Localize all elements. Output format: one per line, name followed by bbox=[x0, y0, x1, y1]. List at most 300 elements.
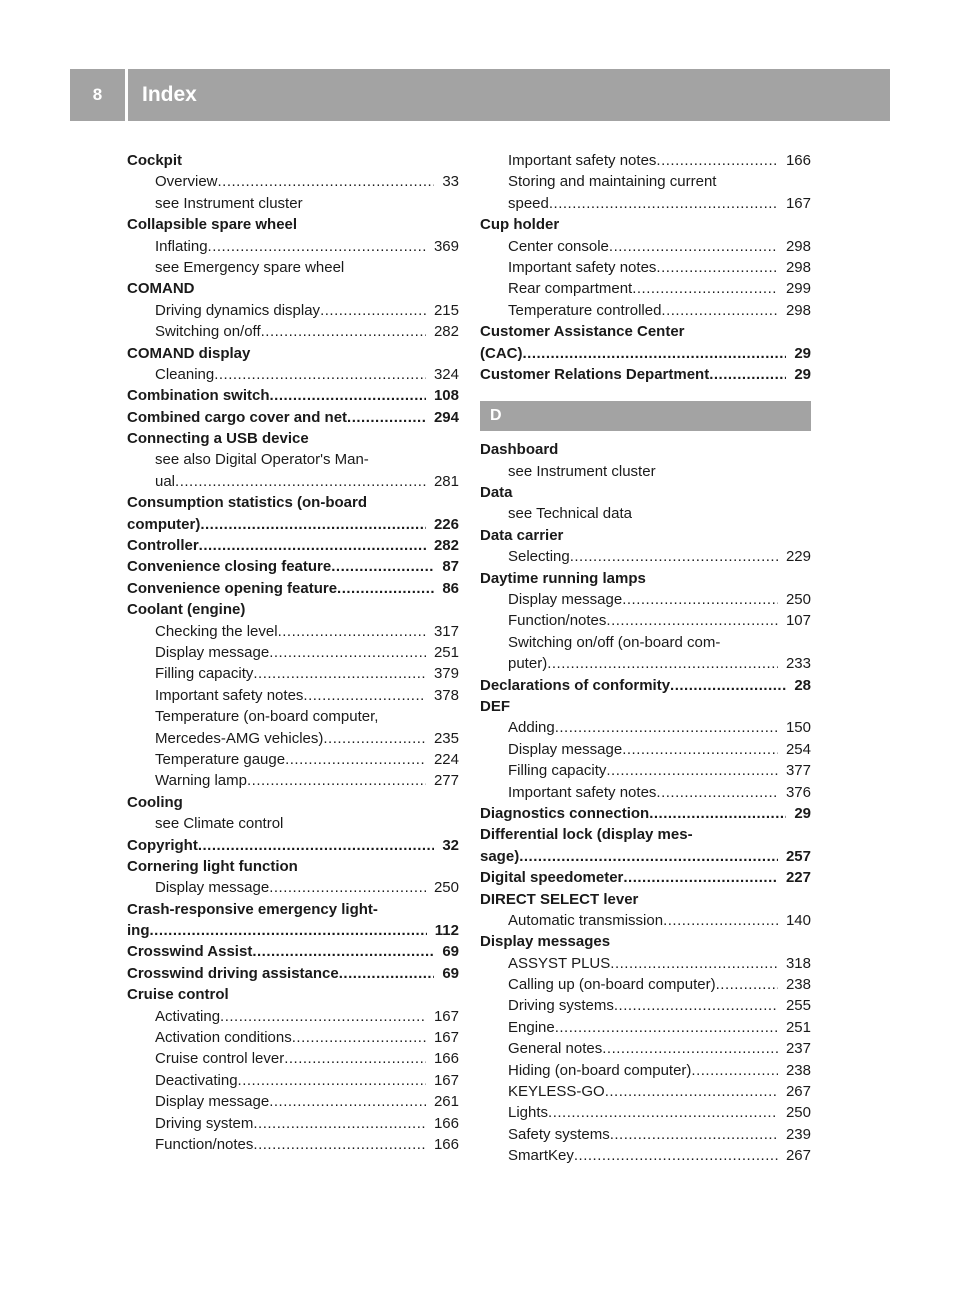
dot-leader bbox=[606, 760, 778, 781]
index-entry bbox=[127, 941, 459, 962]
dot-leader bbox=[150, 920, 427, 941]
index-subentry bbox=[127, 1134, 459, 1155]
dot-leader bbox=[238, 1070, 426, 1091]
index-subentry bbox=[127, 364, 459, 385]
index-entry bbox=[480, 214, 811, 235]
dot-leader bbox=[656, 257, 778, 278]
dot-leader bbox=[253, 663, 426, 684]
entry-text: Cockpit bbox=[127, 152, 183, 169]
dot-leader bbox=[247, 770, 426, 791]
entry-text: Consumption statistics (on-board bbox=[127, 494, 367, 512]
dot-leader bbox=[218, 171, 435, 192]
index-entry bbox=[127, 835, 459, 856]
page-ref: 238 bbox=[785, 976, 811, 994]
entry-text: Display messages bbox=[480, 933, 611, 951]
page-ref: 298 bbox=[785, 301, 811, 319]
page-ref: 294 bbox=[433, 408, 459, 426]
entry-text: (CAC) bbox=[480, 344, 523, 362]
page-ref: 166 bbox=[433, 1050, 459, 1068]
entry-text: Convenience opening feature bbox=[127, 579, 338, 597]
entry-text: Driving system bbox=[155, 1114, 254, 1132]
entry-text: Differential lock (display mes- bbox=[480, 826, 693, 844]
entry-text: Connecting a USB device bbox=[127, 430, 309, 448]
page-ref: 167 bbox=[433, 1029, 459, 1047]
index-entry bbox=[480, 321, 811, 342]
dot-leader bbox=[606, 610, 778, 631]
dot-leader bbox=[670, 675, 786, 696]
index-subentry bbox=[127, 471, 459, 492]
index-subentry bbox=[480, 717, 811, 738]
index-entry bbox=[127, 150, 459, 171]
entry-text: Driving dynamics display bbox=[155, 301, 321, 319]
dot-leader bbox=[175, 471, 426, 492]
index-subentry bbox=[127, 1113, 459, 1134]
page-ref: 226 bbox=[433, 515, 459, 533]
dot-leader bbox=[661, 300, 778, 321]
index-entry bbox=[127, 984, 459, 1005]
dot-leader bbox=[331, 556, 434, 577]
entry-text: see Instrument cluster bbox=[155, 194, 303, 212]
index-subentry bbox=[480, 1038, 811, 1059]
dot-leader bbox=[716, 974, 778, 995]
entry-text: Customer Relations Department bbox=[480, 365, 710, 383]
index-entry bbox=[480, 568, 811, 589]
dot-leader bbox=[284, 1048, 426, 1069]
index-subentry bbox=[480, 760, 811, 781]
entry-text: Diagnostics connection bbox=[480, 804, 650, 822]
index-entry bbox=[127, 599, 459, 620]
dot-leader bbox=[574, 1145, 778, 1166]
dot-leader bbox=[549, 193, 778, 214]
dot-leader bbox=[623, 867, 778, 888]
dot-leader bbox=[269, 1091, 426, 1112]
index-subentry bbox=[480, 546, 811, 567]
index-subentry bbox=[480, 171, 811, 192]
dot-leader bbox=[261, 321, 426, 342]
index-entry bbox=[127, 899, 459, 920]
entry-text: ual bbox=[155, 472, 176, 490]
entry-text: Crosswind driving assistance bbox=[127, 964, 339, 982]
entry-text: Function/notes bbox=[155, 1135, 254, 1153]
page-ref: 150 bbox=[785, 719, 811, 737]
entry-text: COMAND bbox=[127, 280, 195, 298]
entry-text: KEYLESS-GO bbox=[508, 1083, 605, 1101]
entry-text: Cup holder bbox=[480, 216, 560, 234]
page-ref: 166 bbox=[433, 1114, 459, 1132]
index-subentry bbox=[480, 974, 811, 995]
index-entry bbox=[127, 407, 459, 428]
index-subentry bbox=[480, 995, 811, 1016]
page-ref: 235 bbox=[433, 729, 459, 747]
entry-text: Engine bbox=[508, 1018, 555, 1036]
index-entry bbox=[480, 439, 811, 460]
page-ref: 377 bbox=[785, 762, 811, 780]
index-subentry bbox=[127, 300, 459, 321]
index-subentry bbox=[127, 1006, 459, 1027]
dot-leader bbox=[622, 589, 778, 610]
page-ref: 282 bbox=[433, 323, 459, 341]
index-subentry bbox=[127, 321, 459, 342]
entry-text: Warning lamp bbox=[155, 772, 247, 790]
dot-leader bbox=[547, 653, 778, 674]
page-ref: 379 bbox=[433, 665, 459, 683]
page-ref: 324 bbox=[433, 365, 459, 383]
page-ref: 261 bbox=[433, 1093, 459, 1111]
index-subentry bbox=[127, 1091, 459, 1112]
index-entry bbox=[127, 343, 459, 364]
page-ref: 87 bbox=[442, 558, 459, 576]
dot-leader bbox=[632, 278, 778, 299]
page-ref: 167 bbox=[433, 1071, 459, 1089]
entry-text: Display message bbox=[155, 879, 270, 897]
dot-leader bbox=[649, 803, 786, 824]
entry-text: Mercedes-AMG vehicles) bbox=[155, 729, 324, 747]
page-ref: 224 bbox=[433, 750, 459, 768]
entry-text: Data carrier bbox=[480, 526, 564, 544]
page-ref: 255 bbox=[785, 997, 811, 1015]
entry-text: Digital speedometer bbox=[480, 869, 624, 887]
index-entry bbox=[480, 803, 811, 824]
page-ref: 376 bbox=[785, 783, 811, 801]
entry-text: General notes bbox=[508, 1040, 603, 1058]
entry-text: Temperature controlled bbox=[508, 301, 662, 319]
page-ref: 251 bbox=[433, 643, 459, 661]
entry-text: Cleaning bbox=[155, 365, 215, 383]
index-entry bbox=[127, 428, 459, 449]
entry-text: puter) bbox=[508, 655, 548, 673]
index-subentry bbox=[480, 1124, 811, 1145]
dot-leader bbox=[622, 739, 778, 760]
dot-leader bbox=[198, 835, 434, 856]
index-subentry bbox=[127, 1070, 459, 1091]
entry-text: Cruise control lever bbox=[155, 1050, 285, 1068]
entry-text: Function/notes bbox=[508, 612, 607, 630]
dot-leader bbox=[656, 150, 778, 171]
entry-text: Calling up (on-board computer) bbox=[508, 976, 716, 994]
dot-leader bbox=[339, 963, 435, 984]
page-ref: 298 bbox=[785, 237, 811, 255]
index-column-right bbox=[480, 150, 811, 1167]
dot-leader bbox=[609, 236, 778, 257]
entry-text: Controller bbox=[127, 537, 199, 555]
entry-text: Important safety notes bbox=[155, 686, 304, 704]
index-entry bbox=[127, 514, 459, 535]
page-ref: 318 bbox=[785, 954, 811, 972]
index-entry bbox=[127, 214, 459, 235]
entry-text: Activation conditions bbox=[155, 1029, 292, 1047]
index-subentry bbox=[480, 632, 811, 653]
entry-text: Driving systems bbox=[508, 997, 614, 1015]
index-subentry bbox=[127, 236, 459, 257]
entry-text: Data bbox=[480, 484, 513, 502]
dot-leader bbox=[523, 343, 787, 364]
page-ref: 33 bbox=[442, 173, 459, 191]
index-subentry bbox=[480, 782, 811, 803]
page-ref: 317 bbox=[433, 622, 459, 640]
dot-leader bbox=[337, 578, 434, 599]
index-entry bbox=[127, 963, 459, 984]
index-entry bbox=[127, 920, 459, 941]
dot-leader bbox=[199, 535, 426, 556]
entry-text: Lights bbox=[508, 1104, 549, 1122]
entry-text: Deactivating bbox=[155, 1071, 238, 1089]
index-subentry bbox=[480, 1102, 811, 1123]
index-entry bbox=[127, 578, 459, 599]
page-ref: 267 bbox=[785, 1083, 811, 1101]
entry-text: Copyright bbox=[127, 836, 198, 854]
dot-leader bbox=[220, 1006, 426, 1027]
entry-text: Display message bbox=[155, 1093, 270, 1111]
entry-text: Convenience closing feature bbox=[127, 558, 332, 576]
index-entry bbox=[480, 846, 811, 867]
entry-text: Hiding (on-board computer) bbox=[508, 1061, 692, 1079]
page-ref: 254 bbox=[785, 740, 811, 758]
entry-text: Rear compartment bbox=[508, 280, 633, 298]
dot-leader bbox=[519, 846, 778, 867]
page-header bbox=[70, 69, 890, 121]
dot-leader bbox=[269, 642, 426, 663]
dot-leader bbox=[252, 941, 434, 962]
page-ref: 250 bbox=[785, 1104, 811, 1122]
entry-text: Crash-responsive emergency light- bbox=[127, 900, 378, 918]
index-entry bbox=[480, 525, 811, 546]
page-ref: 108 bbox=[433, 387, 459, 405]
entry-text: Automatic transmission bbox=[508, 911, 664, 929]
entry-text: Coolant (engine) bbox=[127, 601, 246, 619]
entry-text: Inflating bbox=[155, 237, 208, 255]
entry-text: Temperature (on-board computer, bbox=[155, 708, 379, 726]
entry-text: Combined cargo cover and net bbox=[127, 408, 348, 426]
index-subentry bbox=[480, 193, 811, 214]
index-entry bbox=[480, 482, 811, 503]
entry-text: see Technical data bbox=[508, 505, 632, 523]
dot-leader bbox=[555, 1017, 778, 1038]
page-ref: 227 bbox=[785, 869, 811, 887]
section-letter-d: D bbox=[480, 401, 811, 431]
index-entry bbox=[480, 824, 811, 845]
page-ref: 28 bbox=[794, 676, 811, 694]
index-subentry bbox=[127, 171, 459, 192]
dot-leader bbox=[656, 782, 778, 803]
entry-text: Checking the level bbox=[155, 622, 278, 640]
index-subentry bbox=[127, 749, 459, 770]
index-subentry bbox=[127, 685, 459, 706]
page-ref: 298 bbox=[785, 258, 811, 276]
page-ref: 378 bbox=[433, 686, 459, 704]
dot-leader bbox=[285, 749, 426, 770]
entry-text: Cooling bbox=[127, 793, 183, 811]
index-subentry bbox=[127, 813, 459, 834]
page-ref: 140 bbox=[785, 911, 811, 929]
page-ref: 69 bbox=[442, 964, 459, 982]
index-group-d bbox=[480, 439, 811, 1166]
page-ref: 29 bbox=[794, 365, 811, 383]
entry-text: sage) bbox=[480, 847, 520, 865]
index-entry bbox=[480, 931, 811, 952]
index-subentry bbox=[127, 257, 459, 278]
page-ref: 112 bbox=[434, 922, 459, 940]
page-ref: 281 bbox=[433, 472, 459, 490]
page-ref: 282 bbox=[433, 537, 459, 555]
entry-text: Overview bbox=[155, 173, 218, 191]
index-subentry bbox=[480, 739, 811, 760]
entry-text: DIRECT SELECT lever bbox=[480, 890, 639, 908]
entry-text: Adding bbox=[508, 719, 555, 737]
dot-leader bbox=[278, 621, 426, 642]
index-subentry bbox=[480, 610, 811, 631]
dot-leader bbox=[270, 385, 426, 406]
entry-text: DEF bbox=[480, 697, 510, 715]
dot-leader bbox=[214, 364, 426, 385]
entry-text: Crosswind Assist bbox=[127, 943, 253, 961]
page-number: 8 bbox=[92, 85, 103, 104]
entry-text: see Instrument cluster bbox=[508, 462, 656, 480]
entry-text: Activating bbox=[155, 1007, 221, 1025]
index-entry bbox=[480, 867, 811, 888]
page-ref: 238 bbox=[785, 1061, 811, 1079]
page-ref: 167 bbox=[785, 194, 811, 212]
entry-text: Daytime running lamps bbox=[480, 569, 646, 587]
page-ref: 215 bbox=[433, 301, 459, 319]
index-entry bbox=[127, 278, 459, 299]
page-ref: 299 bbox=[785, 280, 811, 298]
dot-leader bbox=[303, 685, 426, 706]
page-ref: 107 bbox=[785, 612, 811, 630]
index-subentry bbox=[480, 257, 811, 278]
index-subentry bbox=[480, 653, 811, 674]
index-entry bbox=[480, 889, 811, 910]
entry-text: Display message bbox=[508, 591, 623, 609]
entry-text: Selecting bbox=[508, 548, 570, 566]
page-ref: 229 bbox=[785, 548, 811, 566]
index-subentry bbox=[127, 642, 459, 663]
entry-text: Dashboard bbox=[480, 441, 559, 459]
index-subentry bbox=[480, 1145, 811, 1166]
dot-leader bbox=[253, 1113, 426, 1134]
index-subentry bbox=[127, 621, 459, 642]
entry-text: Temperature gauge bbox=[155, 750, 286, 768]
index-subentry bbox=[127, 877, 459, 898]
entry-text: computer) bbox=[127, 515, 201, 533]
dot-leader bbox=[269, 877, 426, 898]
index-subentry bbox=[480, 1017, 811, 1038]
index-subentry bbox=[480, 589, 811, 610]
entry-text: Switching on/off bbox=[155, 323, 261, 341]
index-subentry bbox=[480, 300, 811, 321]
index-entry bbox=[480, 675, 811, 696]
dot-leader bbox=[323, 728, 426, 749]
index-group-c-continued bbox=[480, 150, 811, 385]
entry-text: Cruise control bbox=[127, 986, 229, 1004]
entry-text: Filling capacity bbox=[508, 762, 607, 780]
index-entry bbox=[480, 364, 811, 385]
entry-text: Important safety notes bbox=[508, 783, 657, 801]
page-ref: 267 bbox=[785, 1147, 811, 1165]
entry-text: SmartKey bbox=[508, 1147, 574, 1165]
page-ref: 32 bbox=[442, 836, 459, 854]
index-entry bbox=[127, 556, 459, 577]
dot-leader bbox=[208, 236, 426, 257]
index-entry bbox=[127, 792, 459, 813]
index-subentry bbox=[480, 910, 811, 931]
entry-text: Switching on/off (on-board com- bbox=[508, 633, 721, 651]
entry-text: ASSYST PLUS bbox=[508, 954, 611, 972]
entry-text: Safety systems bbox=[508, 1125, 610, 1143]
entry-text: Collapsible spare wheel bbox=[127, 216, 298, 234]
entry-text: see Emergency spare wheel bbox=[155, 258, 345, 276]
entry-text: Important safety notes bbox=[508, 258, 657, 276]
dot-leader bbox=[605, 1081, 778, 1102]
index-subentry bbox=[127, 1048, 459, 1069]
index-subentry bbox=[480, 953, 811, 974]
index-subentry bbox=[127, 449, 459, 470]
dot-leader bbox=[347, 407, 426, 428]
entry-text: COMAND display bbox=[127, 344, 251, 362]
dot-leader bbox=[602, 1038, 778, 1059]
page-ref: 166 bbox=[433, 1135, 459, 1153]
index-subentry bbox=[480, 461, 811, 482]
index-subentry bbox=[127, 770, 459, 791]
index-entry bbox=[480, 696, 811, 717]
page-title: Index bbox=[142, 83, 197, 106]
dot-leader bbox=[614, 995, 778, 1016]
entry-text: Combination switch bbox=[127, 387, 270, 405]
dot-leader bbox=[610, 953, 778, 974]
page-ref: 369 bbox=[433, 237, 459, 255]
entry-text: Important safety notes bbox=[508, 152, 657, 169]
page-ref: 277 bbox=[433, 772, 459, 790]
page-ref: 237 bbox=[785, 1040, 811, 1058]
index-column-left bbox=[127, 150, 459, 1155]
dot-leader bbox=[253, 1134, 426, 1155]
index-subentry bbox=[480, 1060, 811, 1081]
page-ref: 29 bbox=[794, 344, 811, 362]
page-ref: 250 bbox=[785, 591, 811, 609]
page-ref: 167 bbox=[433, 1007, 459, 1025]
index-entry bbox=[127, 385, 459, 406]
dot-leader bbox=[320, 300, 426, 321]
header-divider bbox=[125, 69, 128, 121]
index-subentry bbox=[480, 278, 811, 299]
dot-leader bbox=[663, 910, 778, 931]
entry-text: Center console bbox=[508, 237, 609, 255]
index-subentry bbox=[127, 663, 459, 684]
entry-text: see Climate control bbox=[155, 815, 284, 833]
page-ref: 233 bbox=[785, 655, 811, 673]
index-subentry bbox=[480, 503, 811, 524]
dot-leader bbox=[709, 364, 786, 385]
dot-leader bbox=[691, 1060, 778, 1081]
dot-leader bbox=[610, 1124, 778, 1145]
dot-leader bbox=[200, 514, 426, 535]
entry-text: Filling capacity bbox=[155, 665, 254, 683]
index-subentry bbox=[480, 150, 811, 171]
index-subentry bbox=[127, 706, 459, 727]
page-ref: 251 bbox=[785, 1018, 811, 1036]
page-ref: 166 bbox=[785, 152, 811, 169]
index-entry bbox=[480, 343, 811, 364]
page-ref: 257 bbox=[785, 847, 811, 865]
entry-text: see also Digital Operator's Man- bbox=[155, 451, 369, 469]
entry-text: ing bbox=[127, 922, 150, 940]
entry-text: Storing and maintaining current bbox=[508, 173, 717, 191]
page-ref: 239 bbox=[785, 1125, 811, 1143]
index-subentry bbox=[480, 236, 811, 257]
entry-text: Display message bbox=[508, 740, 623, 758]
entry-text: Customer Assistance Center bbox=[480, 323, 685, 341]
page-ref: 29 bbox=[794, 804, 811, 822]
index-subentry bbox=[127, 193, 459, 214]
